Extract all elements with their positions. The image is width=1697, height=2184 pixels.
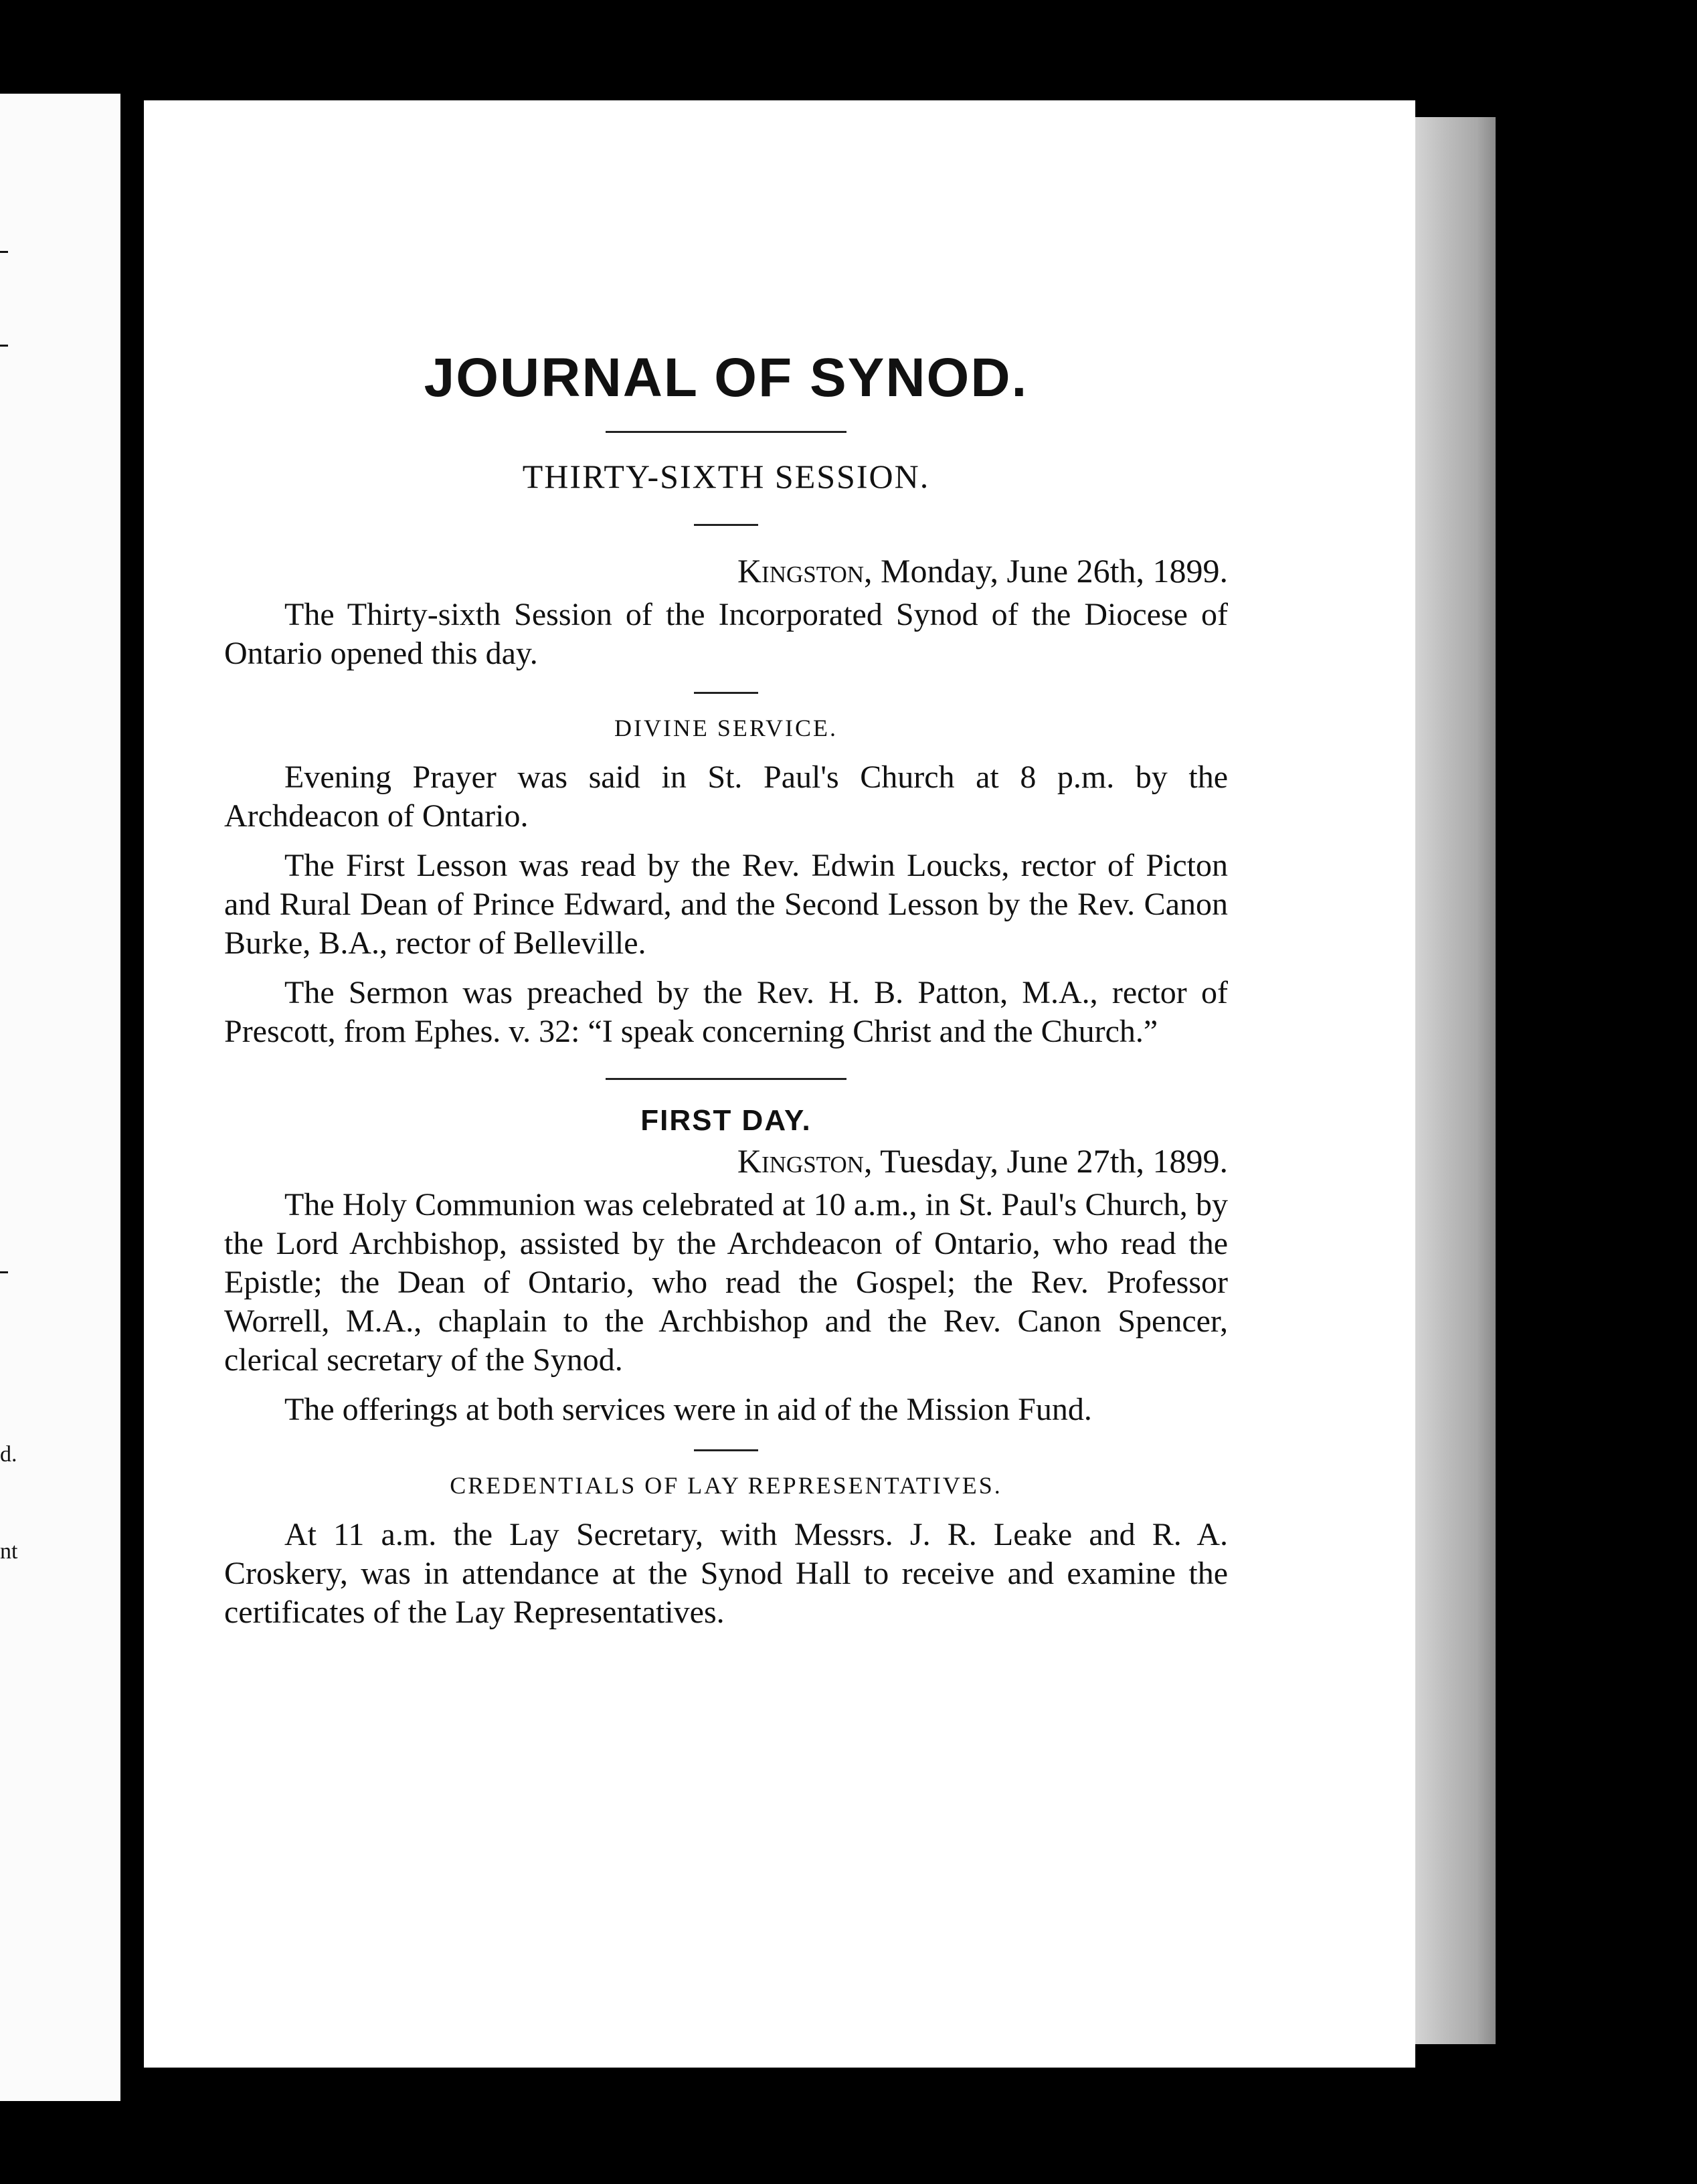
dateline-place: Kingston (737, 552, 865, 590)
opening-dateline (224, 551, 1228, 590)
day-rule (606, 1078, 846, 1080)
title-rule (606, 431, 846, 433)
page-content (224, 281, 1228, 1632)
left-adjacent-page (0, 94, 120, 2101)
left-page-fragment: nt (0, 1539, 18, 1564)
divine-service-paragraph: The Sermon was preached by the Rev. H. B. Patton, M.A., rector of Prescott, from Ephes. v. 32: “I speak concerning Christ and the Church.” (224, 975, 1228, 1050)
left-page-mark (0, 251, 8, 253)
opening-paragraph: The Thirty-sixth Session of the Incorporated Synod of the Diocese of Ontario opened this day. (224, 597, 1228, 672)
left-page-fragment: d. (0, 1442, 17, 1467)
first-day-dateline (224, 1142, 1228, 1180)
divine-service-heading: DIVINE SERVICE. (614, 715, 838, 742)
section-rule (694, 1449, 758, 1451)
divine-service-paragraph: The First Lesson was read by the Rev. Edwin Loucks, rector of Picton and Rural Dean of Prince Edward, and the Second Lesson by the Rev. Canon Burke, B.A., rector of Belleville. (224, 848, 1228, 962)
section-rule (694, 524, 758, 526)
journal-title: JOURNAL OF SYNOD. (424, 347, 1029, 408)
left-page-mark (0, 1271, 8, 1273)
dateline-date: , Monday, June 26th, 1899. (864, 552, 1228, 590)
left-page-mark (0, 345, 8, 347)
first-day-paragraph: The offerings at both services were in aid of the Mission Fund. (284, 1392, 1092, 1428)
credentials-heading: CREDENTIALS OF LAY REPRESENTATIVES. (450, 1472, 1002, 1499)
dateline-place: Kingston (737, 1142, 864, 1180)
credentials-paragraph: At 11 a.m. the Lay Secretary, with Messrs. J. R. Leake and R. A. Croskery, was in attendance at the Synod Hall to receive and examine the certificates of the Lay Representatives. (224, 1517, 1228, 1631)
first-day-paragraph: The Holy Communion was celebrated at 10 a.m., in St. Paul's Church, by the Lord Archbishop, assisted by the Archdeacon of Ontario, who read the Epistle; the Dean of Ontario, who read the Gospel; the Rev. Professor Worrell, M.A., chaplain to the Archbishop and the Rev. Canon Spencer, clerical secretary of the Synod. (224, 1187, 1228, 1378)
section-rule (694, 692, 758, 694)
dateline-date: , Tuesday, June 27th, 1899. (863, 1142, 1228, 1180)
divine-service-paragraph: Evening Prayer was said in St. Paul's Church at 8 p.m. by the Archdeacon of Ontario. (224, 759, 1228, 834)
first-day-heading: FIRST DAY. (640, 1104, 812, 1138)
session-title: THIRTY-SIXTH SESSION. (522, 458, 930, 496)
